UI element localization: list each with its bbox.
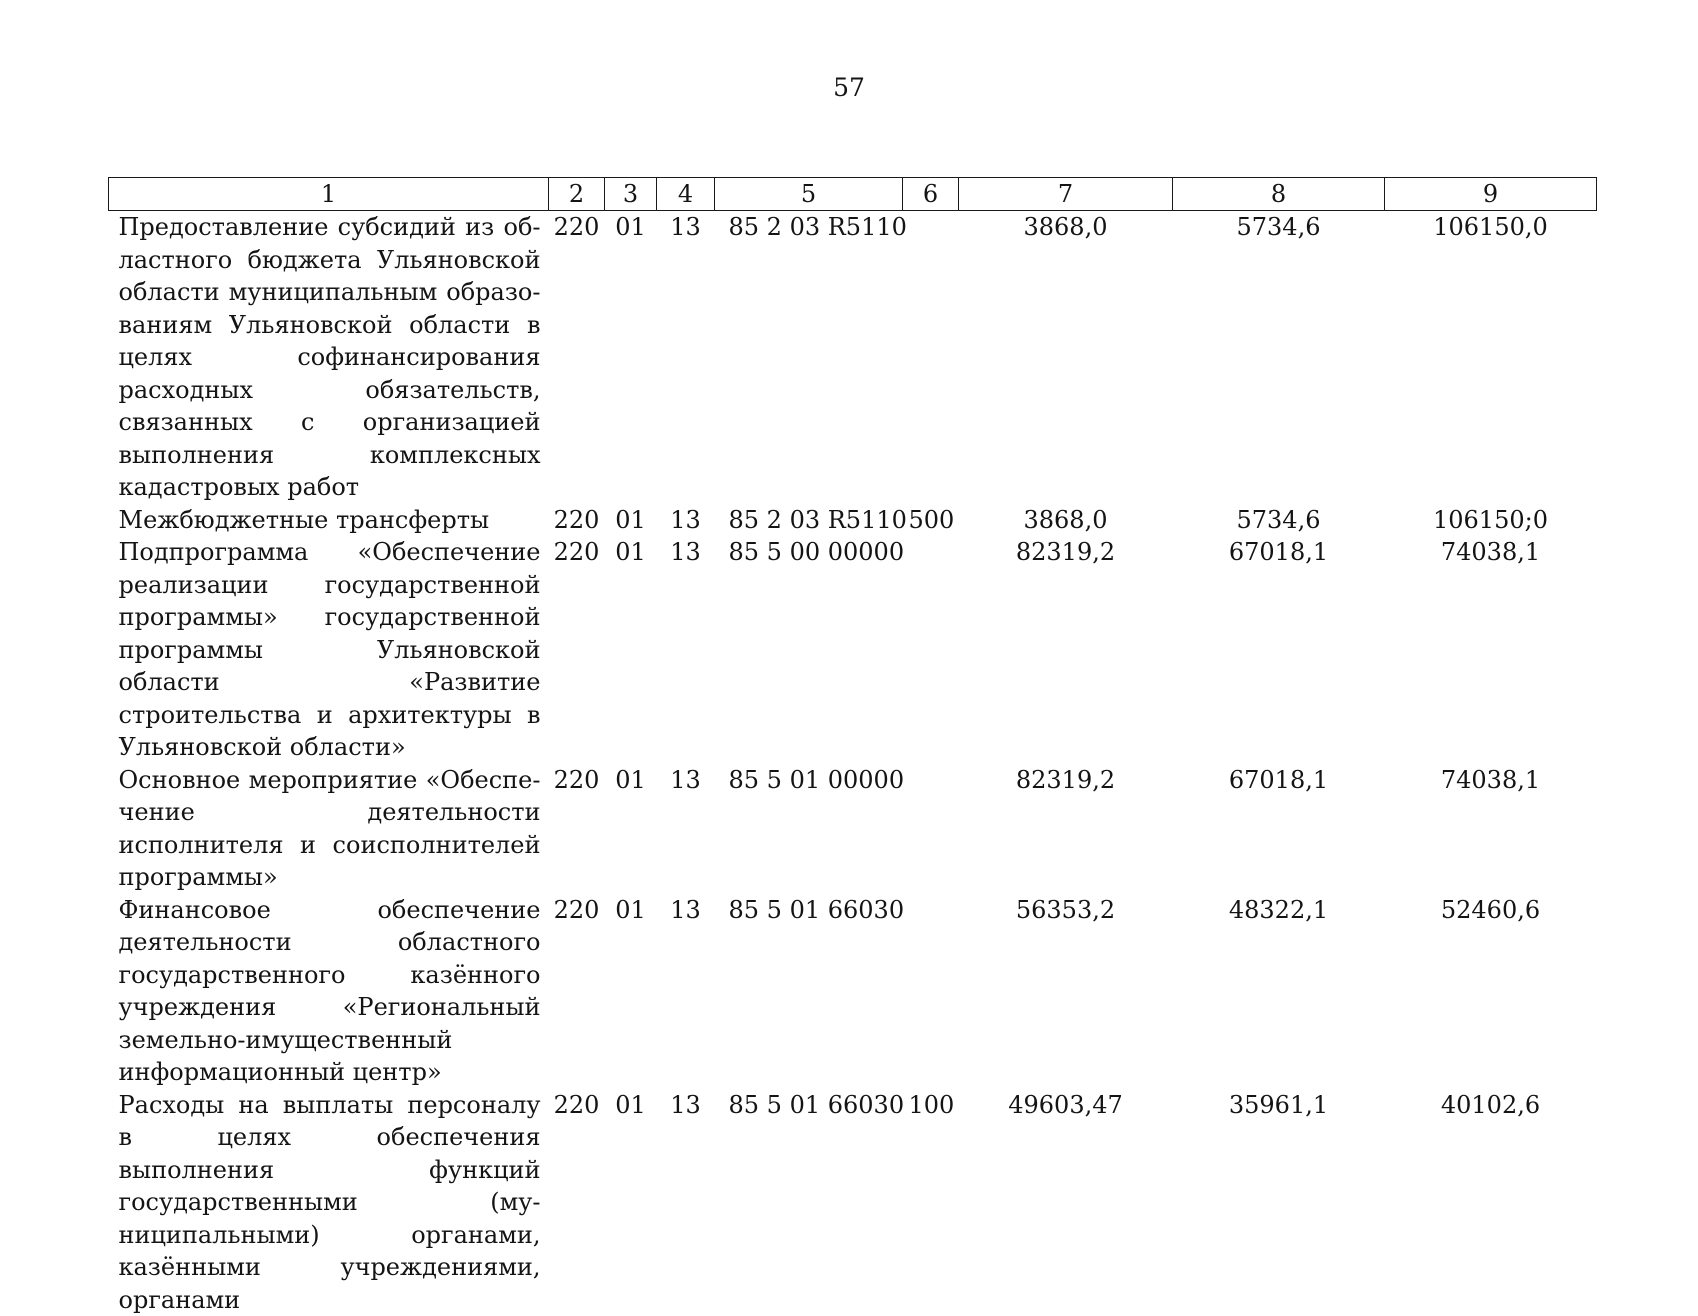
header-col-6: 6	[903, 178, 959, 211]
cell-col-8: 48322,1	[1173, 894, 1385, 1089]
cell-col-6	[903, 764, 959, 894]
cell-col-4: 13	[657, 894, 715, 1089]
table-row	[109, 504, 1597, 537]
row-description: Расходы на выплаты персоналу в целях обеспечения выполнения функций государственными (муниципальными) органами, казёнными учреждениями, органами	[109, 1089, 549, 1316]
table-row	[109, 1089, 1597, 1316]
cell-col-8: 5734,6	[1173, 504, 1385, 537]
cell-col-7: 3868,0	[959, 211, 1173, 504]
page-number: 57	[0, 73, 1698, 103]
cell-col-9: 52460,6	[1385, 894, 1597, 1089]
cell-col-6	[903, 211, 959, 504]
cell-col-3: 01	[605, 1089, 657, 1316]
cell-col-6	[903, 894, 959, 1089]
cell-col-3: 01	[605, 536, 657, 764]
row-description: Основное мероприятие «Обеспечение деятельности исполнителя и соисполнителей программы»	[109, 764, 549, 894]
header-col-8: 8	[1173, 178, 1385, 211]
cell-col-2: 220	[549, 1089, 605, 1316]
cell-col-8: 67018,1	[1173, 764, 1385, 894]
cell-col-7: 82319,2	[959, 764, 1173, 894]
cell-col-7: 3868,0	[959, 504, 1173, 537]
row-description: Подпрограмма «Обеспечение реализации государственной программы» государственной программы Ульяновской области «Развитие строительства и архитектуры в Ульяновской области»	[109, 536, 549, 764]
cell-col-6: 100	[903, 1089, 959, 1316]
cell-col-4: 13	[657, 536, 715, 764]
header-col-9: 9	[1385, 178, 1597, 211]
cell-col-9: 106150;0	[1385, 504, 1597, 537]
cell-col-6: 500	[903, 504, 959, 537]
cell-col-3: 01	[605, 764, 657, 894]
cell-col-3: 01	[605, 211, 657, 504]
cell-col-6	[903, 536, 959, 764]
table-header-row	[109, 178, 1597, 211]
cell-col-8: 67018,1	[1173, 536, 1385, 764]
cell-col-5: 85 5 01 00000	[715, 764, 903, 894]
cell-col-2: 220	[549, 536, 605, 764]
cell-col-5: 85 5 01 66030	[715, 1089, 903, 1316]
cell-col-4: 13	[657, 504, 715, 537]
cell-col-8: 5734,6	[1173, 211, 1385, 504]
header-col-5: 5	[715, 178, 903, 211]
cell-col-3: 01	[605, 894, 657, 1089]
header-col-7: 7	[959, 178, 1173, 211]
cell-col-5: 85 2 03 R5110	[715, 211, 903, 504]
header-col-1: 1	[109, 178, 549, 211]
cell-col-9: 74038,1	[1385, 764, 1597, 894]
cell-col-2: 220	[549, 211, 605, 504]
cell-col-9: 40102,6	[1385, 1089, 1597, 1316]
budget-table	[108, 177, 1597, 1316]
cell-col-9: 106150,0	[1385, 211, 1597, 504]
cell-col-8: 35961,1	[1173, 1089, 1385, 1316]
cell-col-2: 220	[549, 894, 605, 1089]
header-col-2: 2	[549, 178, 605, 211]
cell-col-9: 74038,1	[1385, 536, 1597, 764]
cell-col-5: 85 5 00 00000	[715, 536, 903, 764]
cell-col-5: 85 5 01 66030	[715, 894, 903, 1089]
header-col-3: 3	[605, 178, 657, 211]
table-row	[109, 894, 1597, 1089]
cell-col-2: 220	[549, 764, 605, 894]
table-row	[109, 211, 1597, 504]
table-row	[109, 536, 1597, 764]
row-description: Предоставление субсидий из областного бюджета Ульяновской области муниципальным образованиям Ульяновской области в целях софинансирования расходных обязательств, связанных с организацией выполнения комплексных кадастровых работ	[109, 211, 549, 504]
cell-col-4: 13	[657, 764, 715, 894]
cell-col-3: 01	[605, 504, 657, 537]
cell-col-7: 82319,2	[959, 536, 1173, 764]
cell-col-5: 85 2 03 R5110	[715, 504, 903, 537]
row-description: Финансовое обеспечение деятельности областного государственного казённого учреждения «Региональный земельно-имущественный информационный центр»	[109, 894, 549, 1089]
cell-col-7: 49603,47	[959, 1089, 1173, 1316]
table-row	[109, 764, 1597, 894]
cell-col-2: 220	[549, 504, 605, 537]
cell-col-4: 13	[657, 211, 715, 504]
header-col-4: 4	[657, 178, 715, 211]
row-description: Межбюджетные трансферты	[109, 504, 549, 537]
cell-col-4: 13	[657, 1089, 715, 1316]
cell-col-7: 56353,2	[959, 894, 1173, 1089]
